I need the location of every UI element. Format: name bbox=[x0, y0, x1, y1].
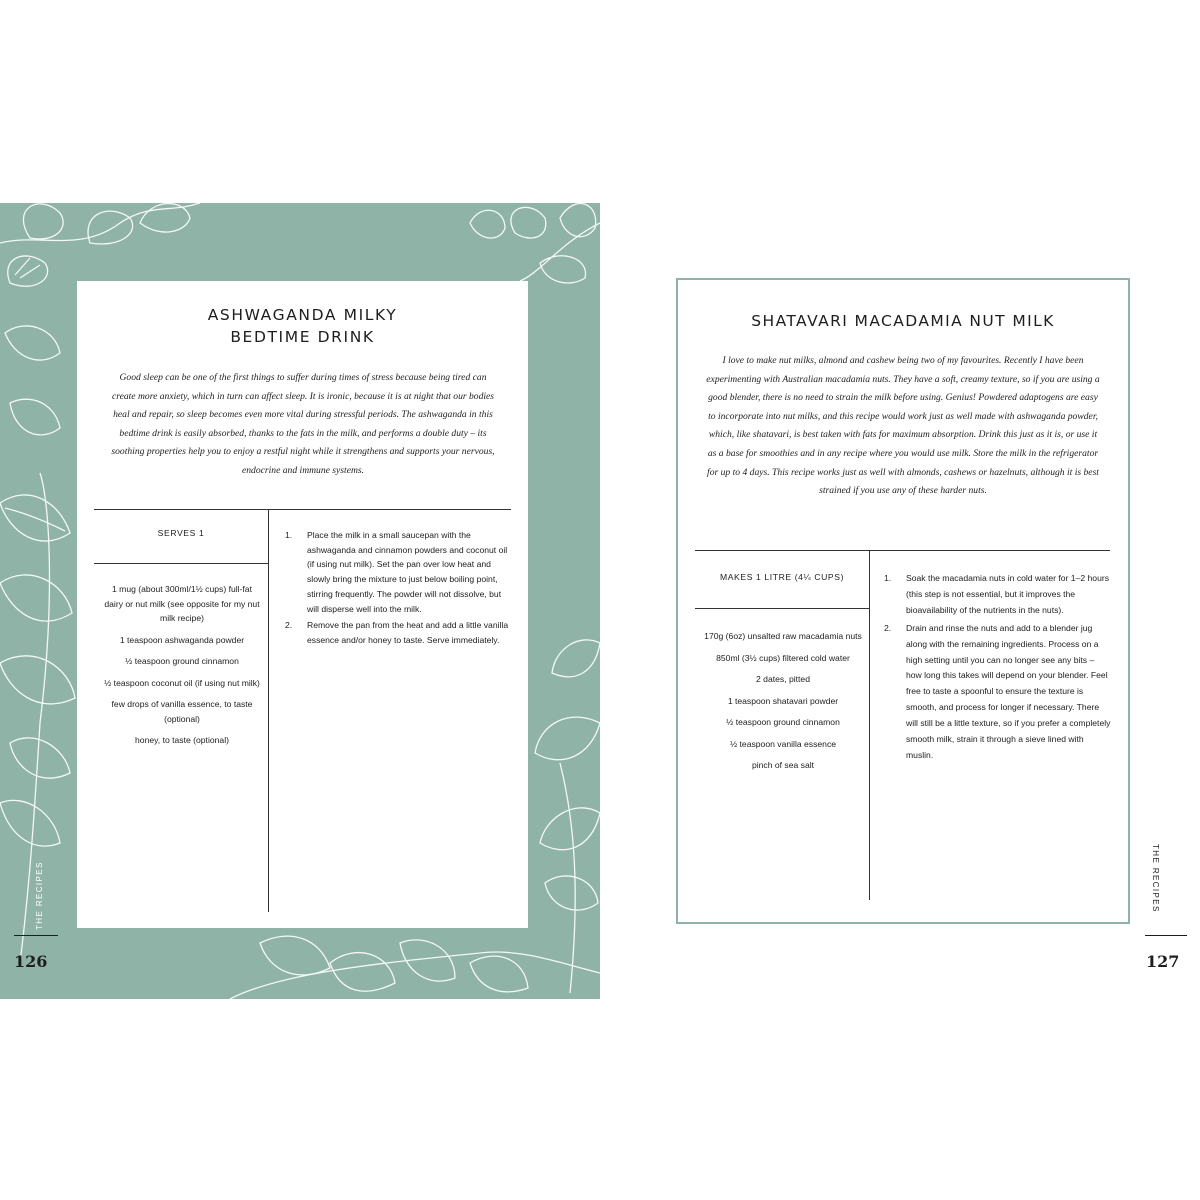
serves-divider bbox=[94, 563, 268, 564]
ingredient-item: ½ teaspoon coconut oil (if using nut milk) bbox=[104, 677, 260, 688]
ingredient-item: 1 teaspoon ashwaganda powder bbox=[119, 634, 245, 645]
ingredient-item: pinch of sea salt bbox=[751, 760, 815, 770]
step-number: 1. bbox=[884, 573, 892, 583]
step-text: Soak the macadamia nuts in cold water for 1–2 hours (this step is not essential, but it improves the bioavailability of the nutrients in the nuts). bbox=[906, 573, 1110, 615]
recipe-title bbox=[77, 304, 528, 348]
yield-divider bbox=[695, 608, 869, 609]
section-divider bbox=[695, 550, 1110, 551]
section-side-label: THE RECIPES bbox=[35, 861, 44, 930]
recipe-intro: I love to make nut milks, almond and cashew being two of my favourites. Recently I have been experimenting with Australian macadamia nuts. They have a soft, creamy texture, so if you are using a good blender, there is no need to strain the milk before using. Genius! Powdered adaptogens are easy to incorporate into nut milks, and this recipe would work just as well made with ashwaganda powder, which, like shatavari, is best taken with fats for maximum absorption. Drink this just as it is, or use it as a base for smoothies and in any recipe where you would use milk. Store the milk in the refrigerator for up to 4 days. This recipe works just as well with almonds, cashews or hazelnuts, although it is best strained if you use any of these harder nuts. bbox=[706, 355, 1100, 497]
serves-label: SERVES 1 bbox=[157, 528, 205, 538]
column-divider bbox=[869, 550, 870, 900]
recipe-card-left bbox=[77, 281, 528, 928]
step-text: Drain and rinse the nuts and add to a blender jug along with the remaining ingredients. Process on a high setting until you can no longer see any bits – how long this takes will depend on your blender. Feel free to taste a spoonful to ensure the texture is smooth, and process for longer if necessary. There will still be a little texture, so if you prefer a completely smooth milk, strain it through a sieve lined with muslin. bbox=[906, 622, 1111, 760]
method-steps bbox=[876, 571, 1112, 766]
ingredients-list bbox=[703, 629, 863, 780]
method-step bbox=[277, 618, 509, 647]
step-number: 2. bbox=[884, 622, 892, 633]
page-number-rule bbox=[14, 935, 58, 936]
step-text: Remove the pan from the heat and add a little vanilla essence and/or honey to taste. Serve immediately. bbox=[307, 620, 509, 645]
step-number: 1. bbox=[285, 530, 293, 540]
page-number-rule bbox=[1145, 935, 1187, 936]
ingredient-item: ½ teaspoon ground cinnamon bbox=[726, 717, 840, 727]
recipe-intro: Good sleep can be one of the first things to suffer during times of stress because being tired can create more anxiety, which in turn can affect sleep. It is ironic, because it is at night that our bodies heal and repair, so sleep becomes even more vital during stressful periods. The ashwaganda in this bedtime drink is easily absorbed, thanks to the fats in the milk, and performs a double duty – its soothing properties help you to enjoy a restful night while it strengthens and supports your nervous, endocrine and immune systems. bbox=[111, 372, 495, 476]
method-step bbox=[277, 528, 509, 616]
ingredients-list bbox=[102, 582, 262, 755]
method-step bbox=[876, 621, 1112, 764]
step-number: 2. bbox=[285, 620, 293, 631]
recipe-title: SHATAVARI MACADAMIA NUT MILK bbox=[751, 312, 1055, 330]
ingredient-item: ½ teaspoon ground cinnamon bbox=[125, 656, 239, 666]
ingredient-item: 1 mug (about 300ml/1½ cups) full-fat dairy or nut milk (see opposite for my nut milk recipe) bbox=[104, 584, 260, 623]
recipe-title-line-1: ASHWAGANDA MILKY bbox=[207, 306, 398, 324]
left-page bbox=[0, 203, 600, 999]
ingredient-item: 850ml (3½ cups) filtered cold water bbox=[716, 652, 850, 663]
recipe-title-line-2: BEDTIME DRINK bbox=[230, 328, 375, 346]
section-divider bbox=[94, 509, 511, 510]
yield-label: MAKES 1 LITRE (4¼ CUPS) bbox=[719, 572, 845, 582]
section-side-label: THE RECIPES bbox=[1151, 844, 1160, 913]
ingredient-item: 1 teaspoon shatavari powder bbox=[727, 695, 839, 706]
step-text: Place the milk in a small saucepan with the ashwaganda and cinnamon powders and coconut oil (if using nut milk). Set the pan over low heat and slowly bring the mixture to just below boiling point, stirring frequently. The powder will not dissolve, but will disperse well into the milk. bbox=[307, 530, 508, 614]
page-number: 127 bbox=[1146, 952, 1180, 971]
page-number: 126 bbox=[14, 952, 48, 971]
column-divider bbox=[268, 509, 269, 912]
ingredient-item: honey, to taste (optional) bbox=[135, 735, 229, 745]
ingredient-item: few drops of vanilla essence, to taste (optional) bbox=[111, 699, 253, 724]
method-steps bbox=[277, 528, 509, 650]
ingredient-item: ½ teaspoon vanilla essence bbox=[729, 738, 837, 749]
method-step bbox=[876, 571, 1112, 619]
recipe-card-right bbox=[676, 278, 1130, 924]
ingredient-item: 170g (6oz) unsalted raw macadamia nuts bbox=[704, 631, 862, 641]
ingredient-item: 2 dates, pitted bbox=[756, 674, 810, 684]
